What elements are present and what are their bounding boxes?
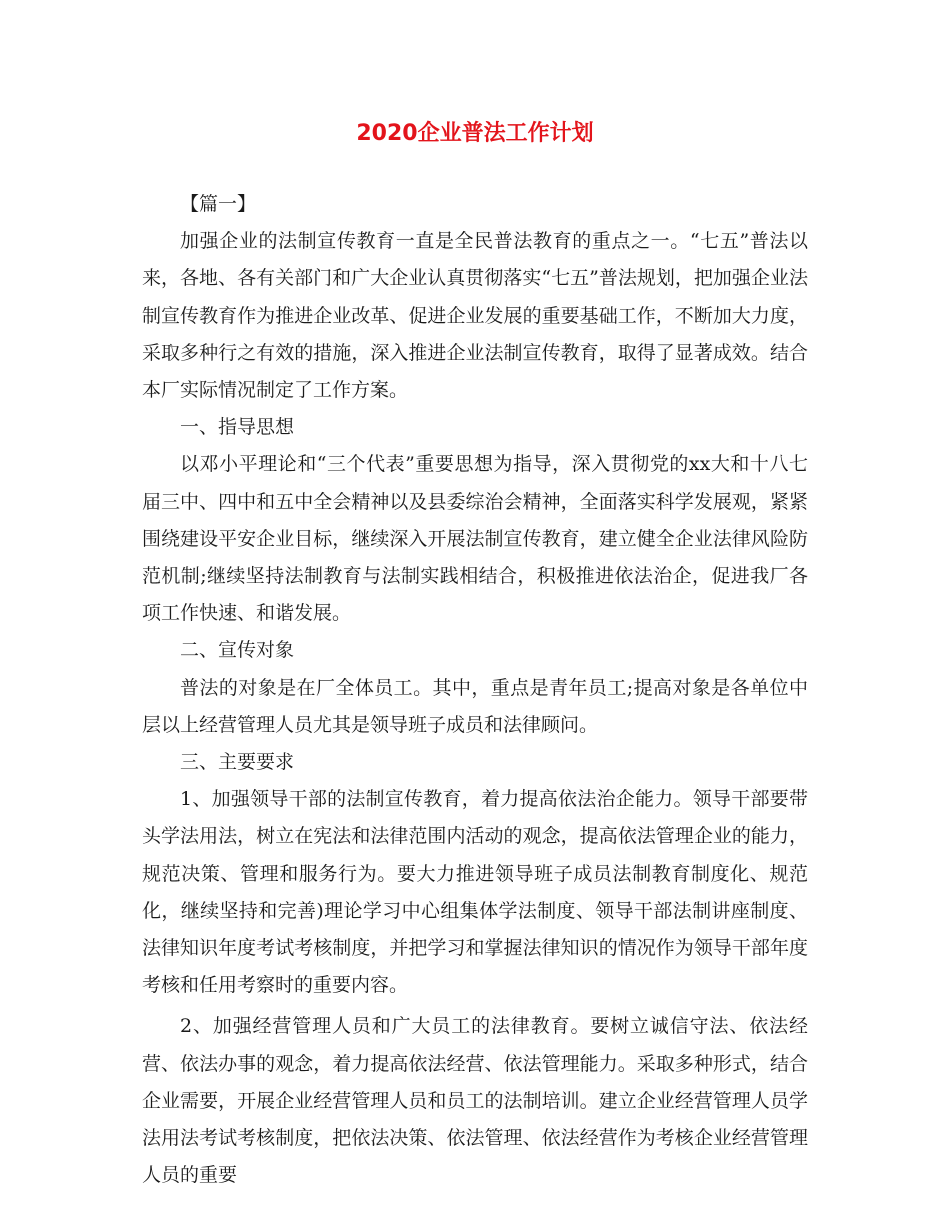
requirement-2-paragraph: 2、加强经营管理人员和广大员工的法律教育。要树立诚信守法、依法经营、依法办事的观念，着力提高依法经营、依法管理能力。采取多种形式，结合企业需要，开展企业经营管理人员和员工的法制培训。建立企业经营管理人员学法用法考试考核制度，把依法决策、依法管理、依法经营作为考核企业经营管理人员的重要: [142, 1015, 808, 1187]
intro-paragraph: 加强企业的法制宣传教育一直是全民普法教育的重点之一。“七五”普法以来，各地、各有关部门和广大企业认真贯彻落实“七五”普法规划，把加强企业法制宣传教育作为推进企业改革、促进企业发展的重要基础工作，不断加大力度，采取多种行之有效的措施，深入推进企业法制宣传教育，取得了显著成效。结合本厂实际情况制定了工作方案。: [142, 230, 808, 402]
guiding-ideology-paragraph: 以邓小平理论和“三个代表”重要思想为指导，深入贯彻党的xx大和十八七届三中、四中和五中全会精神以及县委综治会精神，全面落实科学发展观，紧紧围绕建设平安企业目标，继续深入开展法制宣传教育，建立健全企业法律风险防范机制;继续坚持法制教育与法制实践相结合，积极推进依法治企，促进我厂各项工作快速、和谐发展。: [142, 453, 808, 625]
heading-guiding-ideology: 一、指导思想: [180, 416, 295, 439]
target-audience-paragraph: 普法的对象是在厂全体员工。其中，重点是青年员工;提高对象是各单位中层以上经营管理人员尤其是领导班子成员和法律顾问。: [142, 676, 808, 736]
heading-main-requirements: 三、主要要求: [180, 751, 295, 774]
document-title: 2020企业普法工作计划: [356, 121, 594, 146]
requirement-1-paragraph: 1、加强领导干部的法制宣传教育，着力提高依法治企能力。领导干部要带头学法用法，树立在宪法和法律范围内活动的观念，提高依法管理企业的能力，规范决策、管理和服务行为。要大力推进领导班子成员法制教育制度化、规范化，继续坚持和完善)理论学习中心组集体学法制度、领导干部法制讲座制度、法律知识年度考试考核制度，并把学习和掌握法律知识的情况作为领导干部年度考核和任用考察时的重要内容。: [142, 788, 808, 997]
heading-target-audience: 二、宣传对象: [180, 639, 295, 662]
section-label-part-one: 【篇一】: [180, 193, 257, 215]
document-body: [142, 186, 808, 1194]
